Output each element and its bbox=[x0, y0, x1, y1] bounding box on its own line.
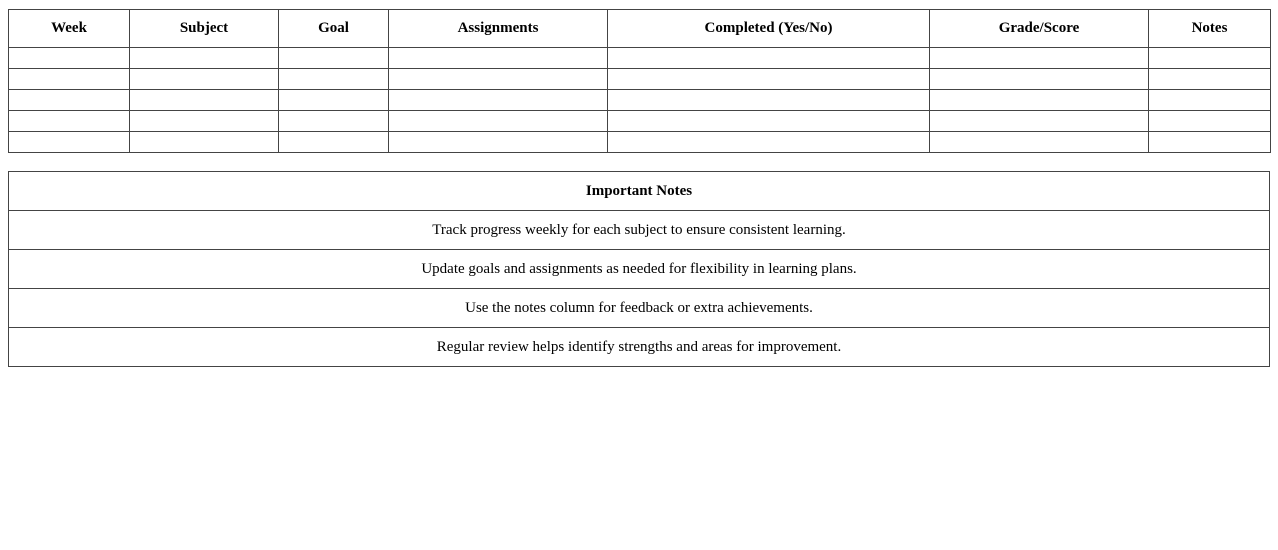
note-item: Update goals and assignments as needed for flexibility in learning plans. bbox=[9, 250, 1270, 289]
header-goal: Goal bbox=[279, 10, 389, 48]
header-week: Week bbox=[9, 10, 130, 48]
table-cell[interactable] bbox=[930, 132, 1149, 153]
table-cell[interactable] bbox=[608, 69, 930, 90]
table-cell[interactable] bbox=[389, 69, 608, 90]
header-notes: Notes bbox=[1149, 10, 1271, 48]
table-cell[interactable] bbox=[130, 69, 279, 90]
table-cell[interactable] bbox=[130, 90, 279, 111]
table-row bbox=[9, 69, 1271, 90]
table-cell[interactable] bbox=[930, 111, 1149, 132]
important-notes-table bbox=[8, 171, 1270, 367]
table-cell[interactable] bbox=[130, 48, 279, 69]
table-cell[interactable] bbox=[608, 90, 930, 111]
table-cell[interactable] bbox=[1149, 69, 1271, 90]
table-cell[interactable] bbox=[608, 132, 930, 153]
table-cell[interactable] bbox=[279, 48, 389, 69]
table-cell[interactable] bbox=[279, 90, 389, 111]
table-cell[interactable] bbox=[9, 90, 130, 111]
notes-title: Important Notes bbox=[9, 172, 1270, 211]
table-cell[interactable] bbox=[130, 132, 279, 153]
table-header-row bbox=[9, 10, 1271, 48]
table-cell[interactable] bbox=[930, 69, 1149, 90]
table-cell[interactable] bbox=[389, 132, 608, 153]
header-completed: Completed (Yes/No) bbox=[608, 10, 930, 48]
table-row bbox=[9, 90, 1271, 111]
table-cell[interactable] bbox=[608, 111, 930, 132]
header-subject: Subject bbox=[130, 10, 279, 48]
progress-tracker-table bbox=[8, 9, 1271, 153]
note-item: Use the notes column for feedback or extra achievements. bbox=[9, 289, 1270, 328]
table-row bbox=[9, 111, 1271, 132]
table-cell[interactable] bbox=[9, 48, 130, 69]
table-cell[interactable] bbox=[279, 69, 389, 90]
table-cell[interactable] bbox=[1149, 90, 1271, 111]
note-item: Regular review helps identify strengths and areas for improvement. bbox=[9, 328, 1270, 367]
table-cell[interactable] bbox=[9, 132, 130, 153]
note-item: Track progress weekly for each subject to ensure consistent learning. bbox=[9, 211, 1270, 250]
table-cell[interactable] bbox=[279, 111, 389, 132]
table-cell[interactable] bbox=[9, 69, 130, 90]
table-cell[interactable] bbox=[389, 90, 608, 111]
table-cell[interactable] bbox=[389, 48, 608, 69]
table-row bbox=[9, 132, 1271, 153]
table-cell[interactable] bbox=[930, 90, 1149, 111]
table-cell[interactable] bbox=[1149, 48, 1271, 69]
table-cell[interactable] bbox=[9, 111, 130, 132]
table-cell[interactable] bbox=[279, 132, 389, 153]
table-cell[interactable] bbox=[608, 48, 930, 69]
header-grade: Grade/Score bbox=[930, 10, 1149, 48]
table-cell[interactable] bbox=[389, 111, 608, 132]
table-cell[interactable] bbox=[130, 111, 279, 132]
table-row bbox=[9, 48, 1271, 69]
table-cell[interactable] bbox=[1149, 132, 1271, 153]
table-cell[interactable] bbox=[930, 48, 1149, 69]
header-assignments: Assignments bbox=[389, 10, 608, 48]
table-cell[interactable] bbox=[1149, 111, 1271, 132]
